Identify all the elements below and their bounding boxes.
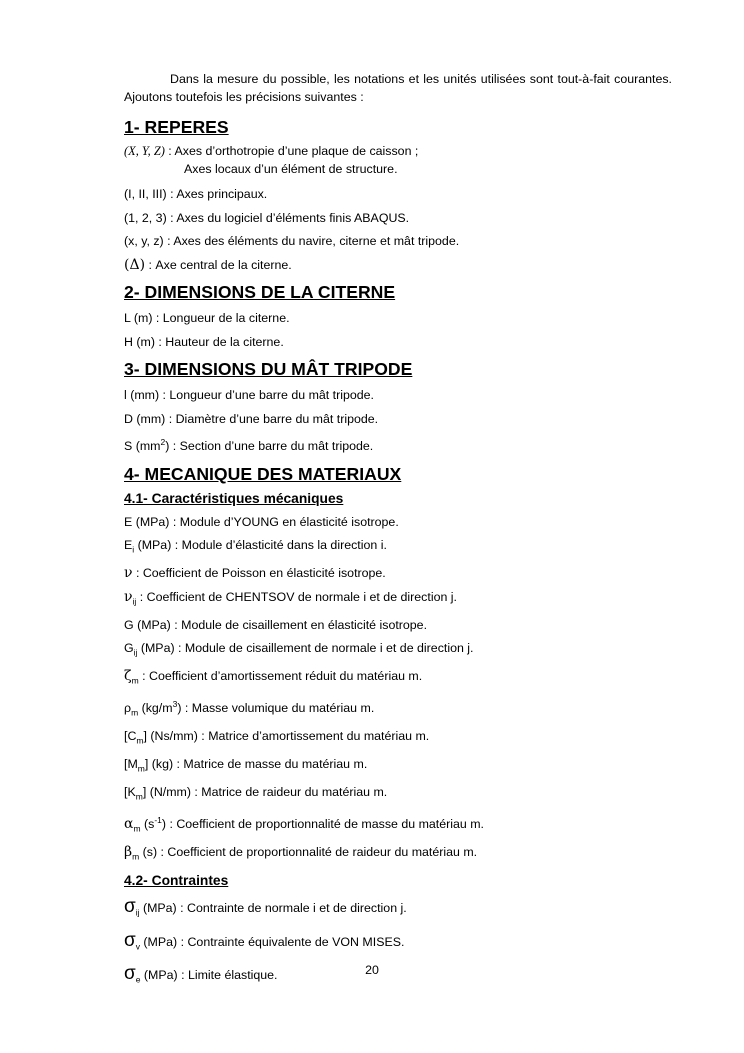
document-page [124,70,672,993]
notation-young: E (MPa) : Module d’YOUNG en élasticité isotrope. [124,514,399,529]
notation-height: H (m) : Hauteur de la citerne. [124,334,284,349]
subsection-4-2-heading: 4.2- Contraintes [124,873,229,889]
notation-bar-section: S $(mm^2)$ : Section d’une barre du mât tripode. [124,437,374,454]
notation-gij: $G_{ij}$ (MPa) : Module de cisaillement de normale i et de direction j. [124,641,474,658]
symbol-sigma-ij: σ [124,896,136,918]
symbol-sigma-v: σ [124,929,136,951]
section-4-heading: 4- MECANIQUE DES MATERIAUX [124,463,402,484]
notation-length: L (m) : Longueur de la citerne. [124,311,290,325]
notation-xyz-continued: Axes locaux d’un élément de structure. [184,162,398,176]
notation-beta: $\beta_m$ (s) : Coefficient de proportionnalité de raideur du matériau m. [124,844,478,862]
symbol-beta: β [124,844,133,861]
notation-chentsov: $\nu_{ij}$ : Coefficient de CHENTSOV de normale i et de direction j. [124,588,457,607]
notation-principal-axes: (I, II, III) : Axes principaux. [124,187,268,201]
notation-bar-diameter: D (mm) : Diamètre d’une barre du mât tripode. [124,411,379,426]
section-1-heading: 1- REPERES [124,117,229,137]
symbol-rho: ρ [124,701,132,716]
notation-mass-matrix: $[M_m]$ (kg) : Matrice de masse du matériau m. [124,757,368,774]
symbol-zeta: ζ [124,668,132,685]
section-2-heading: 2- DIMENSIONS DE LA CITERNE [124,282,396,302]
notation-central-axis: (Δ) : Axe central de la citerne. [124,256,292,273]
notation-abaqus-axes: (1, 2, 3) : Axes du logiciel d’éléments finis ABAQUS. [124,210,410,225]
notation-sigma-e: $\sigma_e$ (MPa) : Limite élastique. [124,963,278,985]
notation-ship-axes: (x, y, z) : Axes des éléments du navire, citerne et mât tripode. [124,234,460,248]
symbol-sigma-e: σ [124,963,136,984]
notation-bar-length: l (mm) : Longueur d’une barre du mât tripode. [124,388,375,402]
page-number: 20 [365,963,379,977]
notation-damping-ratio: $\zeta_m$ : Coefficient d’amortissement réduit du matériau m. [124,668,423,686]
symbol-delta: (Δ) [124,256,146,273]
notation-sigma-ij: $\sigma_{ij}$ (MPa) : Contrainte de normale i et de direction j. [124,896,407,918]
symbol-nu: ν [124,565,133,582]
notation-shear-modulus: G (MPa) : Module de cisaillement en élasticité isotrope. [124,617,428,632]
symbol-nu-ij: ν [124,588,133,605]
notation-xyz: (X, Y, Z) : Axes d’orthotropie d’une plaque de caisson ; [124,144,419,158]
notation-alpha: $\alpha_m$ $(s^{-1})$ : Coefficient de proportionnalité de masse du matériau m. [124,815,484,834]
symbol-alpha: α [124,816,134,833]
section-3-heading: 3- DIMENSIONS DU MÂT TRIPODE [124,359,413,379]
notation-poisson: ν : Coefficient de Poisson en élasticité isotrope. [124,565,386,582]
notation-sigma-v: $\sigma_v$ (MPa) : Contrainte équivalente de VON MISES. [124,929,405,951]
notation-density: $\rho_m$ $(kg/m^3)$ : Masse volumique du matériau m. [124,699,375,718]
notation-damping-matrix: $[C_m]$ (Ns/mm) : Matrice d’amortissement du matériau m. [124,729,430,746]
notation-stiffness-matrix: $[K_m]$ (N/mm) : Matrice de raideur du matériau m. [124,785,388,802]
notation-ei: $E_i$ (MPa) : Module d’élasticité dans la direction i. [124,538,387,555]
intro-paragraph: Dans la mesure du possible, les notations et les unités utilisées sont tout-à-fait courantes. Ajoutons toutefois les précisions suivantes : [124,72,672,104]
subsection-4-1-heading: 4.1- Caractéristiques mécaniques [124,490,344,506]
symbol-xyz: (X, Y, Z) [124,144,165,158]
